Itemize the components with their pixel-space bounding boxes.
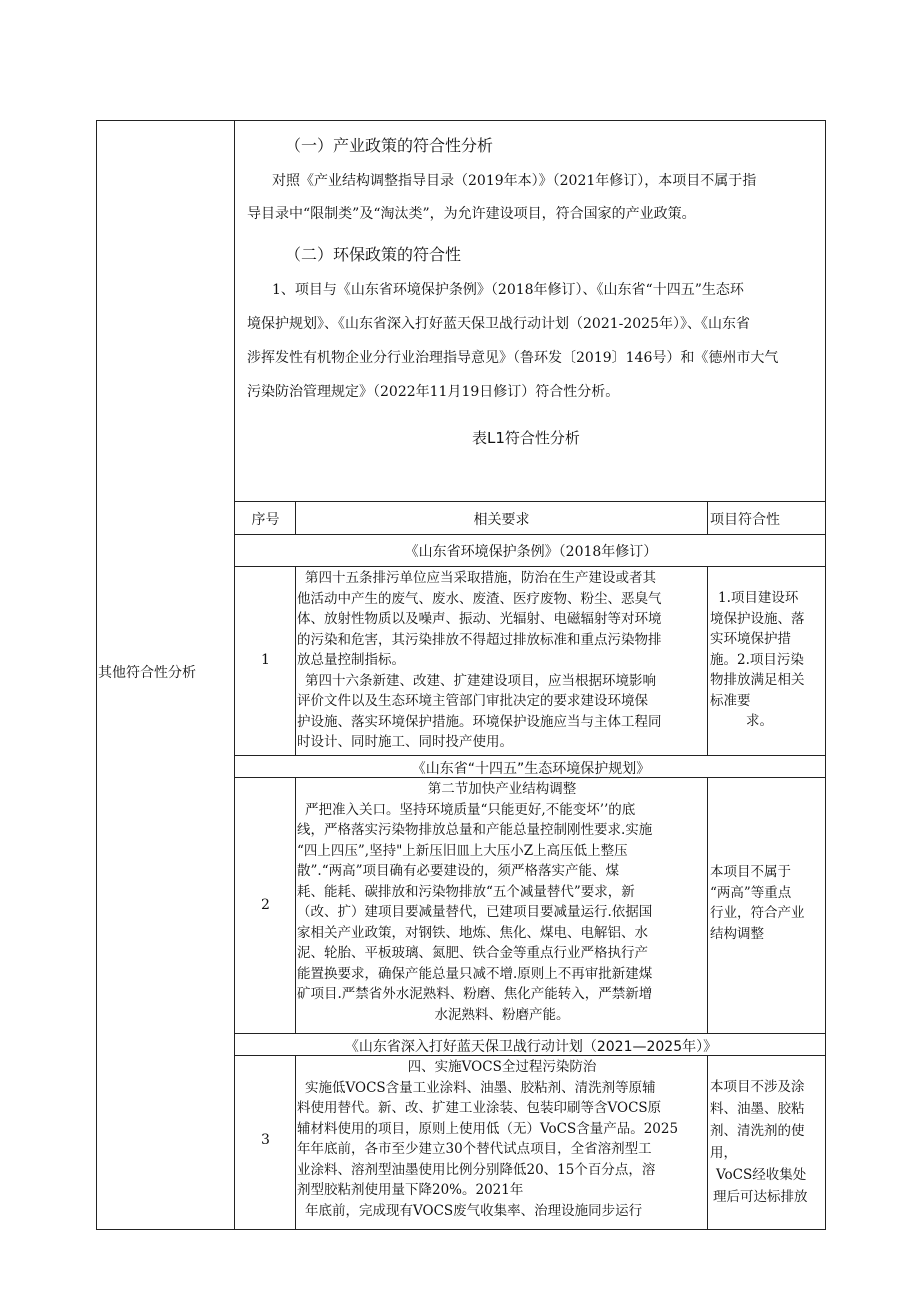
requirement-line: 年年底前，各市至少建立30个替代试点项目，全省溶剂型工 [297, 1141, 652, 1157]
group1-title-border [235, 566, 826, 567]
requirement-line: 剂型胶粘剂使用量下降20%。2021年 [297, 1182, 524, 1198]
compliance-line: 本项目不属于 [710, 864, 791, 880]
section2-line-2: 境保护规划》、《山东省深入打好蓝天保卫战行动计划（2021-2025年）》、《山东省 [247, 316, 750, 332]
section2-line-4: 污染防治管理规定》（2022年11月19日修订）符合性分析。 [247, 384, 620, 400]
section1-line-1: 对照《产业结构调整指导目录（2019年本）》（2021年修订），本项目不属于指 [272, 173, 757, 189]
group1-compliance [710, 588, 825, 732]
group2-title: 《山东省“十四五”生态环境保护规划》 [411, 761, 651, 777]
group2-requirement [297, 779, 707, 1025]
requirement-line: “四上四压”,坚持"上新压旧皿上大压小Z上高压低上整压 [297, 842, 628, 859]
group1-requirement [297, 568, 707, 753]
requirement-line: 业涂料、溶剂型油墨使用比例分别降低20、15个百分点，溶 [297, 1161, 656, 1178]
requirement-line: 时设计、同时施工、同时投产使用。 [297, 734, 513, 750]
compliance-line: “两高”等重点 [710, 884, 792, 901]
compliance-line: 1.项目建设环 [718, 590, 799, 606]
requirement-line: （改、扩）建项目要减量替代，已建项目要减量运行.依据国 [297, 904, 653, 920]
requirement-line: 辅材料使用的项目，原则上使用低（无）VoCS含量产品。2025 [297, 1120, 679, 1137]
requirement-line: 能置换要求，确保产能总量只减不增.原则上不再审批新建煤 [297, 965, 653, 982]
compliance-line: 行业，符合产业 [710, 905, 805, 921]
requirement-line: 家相关产业政策，对钢铁、地炼、焦化、煤电、电解铝、水 [297, 924, 648, 941]
requirement-line: 评价文件以及生态环境主管部门审批决定的要求建设环境保 [297, 693, 648, 709]
section1-heading: （一）产业政策的符合性分析 [285, 136, 494, 155]
compliance-line: 理后可达标排放 [713, 1189, 808, 1205]
header-no: 序号 [251, 512, 280, 528]
group1-title: 《山东省环境保护条例》（2018年修订） [404, 544, 658, 560]
compliance-line: 标准要 [710, 692, 751, 709]
requirement-line: 的污染和危害，其污染排放不得超过排放标准和重点污染物排 [297, 631, 662, 648]
requirement-line: 实施低VOCS含量工业涂料、油墨、胶粘剂、清洗剂等原辅 [305, 1079, 656, 1096]
requirement-line: 泥、轮胎、平板玻璃、氮肥、铁合金等重点行业严格执行产 [297, 945, 648, 961]
left-column-label: 其他符合性分析 [98, 665, 196, 681]
requirement-line: 水泥熟料、粉磨产能。 [434, 1006, 570, 1023]
header-bottom-border [235, 534, 826, 535]
requirement-line: 他活动中产生的废气、废水、废渣、医疗废物、粉尘、恶臭气 [297, 590, 662, 607]
group2-compliance [710, 862, 825, 944]
compliance-line: 求。 [746, 713, 773, 729]
compliance-line: 实环境保护措 [710, 631, 791, 647]
requirement-line: 第四十五条排污单位应当采取措施，防治在生产建设或者其 [305, 570, 656, 586]
requirement-line: 严把准入关口。坚持环境质量“只能更好,不能变坏’’的底 [305, 801, 636, 818]
requirement-line: 耗、能耗、碳排放和污染物排放“五个减量替代”要求，新 [297, 883, 635, 900]
col-divider [295, 1055, 296, 1230]
group3-requirement [297, 1057, 707, 1221]
group3-title: 《山东省深入打好蓝天保卫战行动计划（2021—2025年）》 [344, 1039, 718, 1055]
requirement-line: 第二节加快产业结构调整 [427, 781, 577, 797]
compliance-line: 施。2.项目污染 [710, 651, 804, 668]
requirement-line: 放总量控制指标。 [297, 652, 405, 668]
compliance-line: 物排放满足相关 [710, 672, 805, 688]
group1-bottom-border [235, 755, 826, 756]
col-divider [707, 566, 708, 755]
table-top-border [235, 501, 826, 502]
compliance-line: 料、油墨、胶粘 [710, 1101, 805, 1117]
group3-compliance [710, 1076, 825, 1208]
compliance-line: VoCS经收集处 [716, 1167, 807, 1183]
col-divider [295, 777, 296, 1033]
requirement-line: 护设施、落实环境保护措施。环境保护设施应当与主体工程同 [297, 713, 662, 730]
col-divider [707, 501, 708, 534]
col-divider [295, 566, 296, 755]
requirement-line: 散”.“两高”项目确有必要建设的，须严格落实产能、煤 [297, 863, 619, 879]
section2-line-3: 涉挥发性有机物企业分行业治理指导意见》（鲁环发〔2019〕146号）和《德州市大气 [247, 350, 779, 366]
table-caption: 表L1符合性分析 [472, 429, 580, 447]
requirement-line: 第四十六条新建、改建、扩建建设项目，应当根据环境影响 [305, 672, 656, 689]
compliance-line: 境保护设施、落 [710, 610, 805, 627]
section1-line-2: 导目录中“限制类”及“淘汰类”，为允许建设项目，符合国家的产业政策。 [247, 206, 696, 222]
requirement-line: 矿项目.严禁省外水泥熟料、粉磨、焦化产能转入，严禁新增 [297, 986, 653, 1002]
compliance-line: 本项目不涉及涂 [710, 1079, 805, 1095]
section2-line-1: 1、项目与《山东省环境保护条例》（2018年修订）、《山东省“十四五”生态环 [272, 282, 744, 298]
group1-no: 1 [261, 652, 270, 668]
col-divider [707, 777, 708, 1033]
section2-heading: （二）环保政策的符合性 [285, 245, 462, 264]
header-requirement: 相关要求 [473, 512, 530, 528]
compliance-line: 用， [710, 1145, 737, 1161]
compliance-line: 剂、清洗剂的使 [710, 1123, 805, 1139]
requirement-line: 四、实施VOCS全过程污染防治 [407, 1059, 597, 1075]
requirement-line: 线，严格落实污染物排放总量和产能总量控制刚性要求.实施 [297, 822, 653, 838]
requirement-line: 料使用替代。新、改、扩建工业涂装、包装印刷等含VOCS原 [297, 1100, 662, 1116]
header-compliance: 项目符合性 [710, 512, 780, 528]
requirement-line: 体、放射性物质以及噪声、振动、光辐射、电磁辐射等对环境 [297, 611, 662, 627]
requirement-line: 年底前，完成现有VOCS废气收集率、治理设施同步运行 [305, 1202, 643, 1219]
col-divider [707, 1055, 708, 1230]
group3-no: 3 [261, 1132, 270, 1148]
group2-no: 2 [261, 897, 270, 913]
compliance-line: 结构调整 [710, 925, 764, 942]
group2-bottom-border [235, 1033, 826, 1034]
